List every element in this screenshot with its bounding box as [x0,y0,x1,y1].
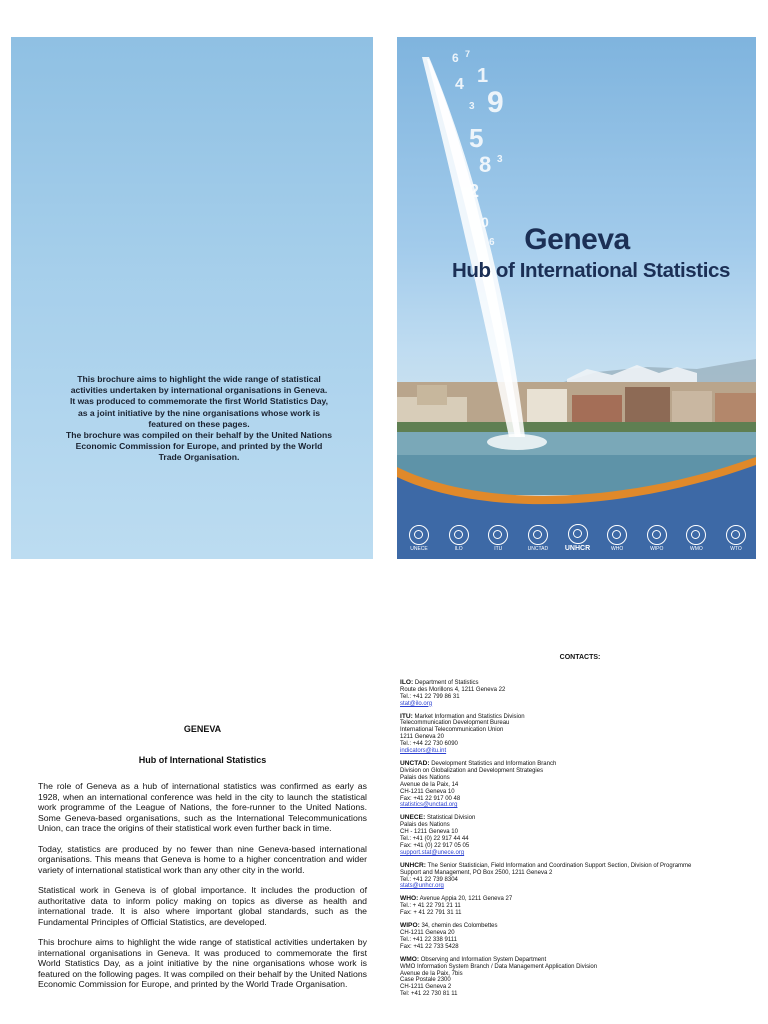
contact-line: Telecommunication Development Bureau [400,720,510,727]
logo-label: ILO [454,545,463,552]
unhcr-emblem-icon [568,524,588,544]
contact-line: Tel.: +41 22 739 8304 [400,876,458,883]
intro-line: The brochure was compiled on their behalf by the United Nations [66,430,332,441]
svg-text:3: 3 [469,101,475,112]
wipo-logo [641,523,673,553]
logo-label: UNCTAD [527,545,549,552]
contact-department: Department of Statistics [414,679,479,686]
contact-first-line [400,957,760,964]
logo-label: WMO [689,545,703,552]
itu-logo [482,523,514,553]
article-paragraph: Today, statistics are produced by no fewer than nine Geneva-based international organisations. This means that Geneva is home to a higher concentration and wider variety of international statistical work than any other city in the world. [38,843,367,875]
cover-subtitle: Hub of International Statistics [451,259,731,282]
contact-line: 1211 Geneva 20 [400,734,444,741]
unctad-logo [522,523,554,553]
contact-line: Palais des Nations [400,822,450,829]
contact-department: The Senior Statistician, Field Information and Coordination Support Section, Division of Programme [427,862,692,869]
wmo-emblem-icon [686,525,706,545]
svg-text:4: 4 [455,76,464,93]
contact-line: WMO Information System Branch / Data Management Application Division [400,963,598,970]
contact-line: Avenue de la Paix, 14 [400,781,459,788]
contact-line: Support and Management, PO Box 2500, 1211 Geneva 2 [400,869,553,876]
contact-first-line [400,896,760,903]
contact-department: Market Information and Statistics Division [414,713,525,720]
article-paragraph: This brochure aims to highlight the wide range of statistical activities undertaken by international organisations in Geneva. It was produced to commemorate the first World Statistics Day, as a joint initiative by the nine organisations whose work is featured on the following pages. It was compiled on their behalf by the United Nations Economic Commission for Europe, and printed by the World Trade Organisation. [38,937,367,989]
intro-line: featured on these pages. [148,418,250,429]
contact-first-line [400,923,760,930]
contact-line: Tel.: + 41 22 791 21 11 [400,903,461,910]
logo-label: UNECE [410,545,428,552]
cover-title: Geneva [524,223,630,256]
contact-department: Development Statistics and Information Branch [431,760,557,767]
contact-email-link[interactable]: indicators@itu.int [400,748,447,755]
wmo-logo [680,523,712,553]
contact-department: Statistical Division [426,815,476,822]
contact-line: Route des Morillons 4, 1211 Geneva 22 [400,686,506,693]
contact-email-link[interactable]: support.stat@unece.org [400,849,465,856]
contact-line: Fax: +41 22 917 00 48 [400,795,461,802]
ilo-emblem-icon [449,525,469,545]
logo-label: WHO [611,545,624,552]
contact-org: WIPO: [400,922,420,930]
contact-line: Fax: + 41 22 791 31 11 [400,910,462,917]
contact-email-link[interactable]: statistics@unctad.org [400,802,458,809]
svg-text:1: 1 [477,65,489,87]
contact-first-line [400,761,760,768]
contact-line: Avenue de la Paix, 7bis [400,970,463,977]
svg-text:6: 6 [489,237,495,248]
svg-text:7: 7 [457,154,463,165]
contact-org: WHO: [400,895,419,903]
contact-department: 34, chemin des Colombettes [421,923,498,930]
who-logo [601,523,633,553]
logo-label: WTO [730,545,742,552]
intro-text [59,374,339,464]
unhcr-logo [562,523,594,553]
intro-line: This brochure aims to highlight the wide range of statistical [77,374,321,384]
article [38,724,367,1000]
wipo-emblem-icon [647,525,667,545]
wto-emblem-icon [726,525,746,545]
intro-line: activities undertaken by international organisations in Geneva. [70,385,328,396]
intro-line: Trade Organisation. [158,452,240,463]
contact-first-line [400,863,760,870]
intro-line: It was produced to commemorate the first World Statistics Day, [69,396,329,407]
intro-line: as a joint initiative by the nine organisations whose work is [77,407,321,418]
svg-text:2: 2 [469,181,480,201]
un-emblem-icon [409,525,429,545]
contact-line: Fax: +41 (0) 22 917 05 05 [400,842,470,849]
logo-label: WIPO [650,545,664,552]
contact-line: Division on Globalization and Development Strategies [400,767,544,774]
contact-entry [400,896,760,917]
svg-text:0: 0 [481,214,489,230]
contact-line: Tel.: +41 22 338 9111 [400,936,457,943]
contact-line: CH-1211 Geneva 10 [400,788,455,795]
contact-line: CH-1211 Geneva 2 [400,984,452,991]
contact-first-line [400,815,760,822]
organisation-logos [403,522,752,554]
svg-text:6: 6 [452,51,459,65]
intro-line: Economic Commission for Europe, and printed by the World [75,441,323,452]
contact-line: Tel: +41 22 730 81 11 [400,991,458,998]
who-emblem-icon [607,525,627,545]
contact-line: Tel.: +44 22 730 6090 [400,741,458,748]
contact-line: Tel.: +41 (0) 22 917 44 44 [400,836,469,843]
brochure-cover [397,37,756,559]
contact-org: UNECE: [400,814,426,822]
contact-line: CH-1211 Geneva 20 [400,930,455,936]
wto-logo [720,523,752,553]
contact-entry [400,815,760,856]
contact-line: Palais des Nations [400,774,450,781]
logo-label: UNHCR [564,545,591,552]
contact-first-line [400,714,760,721]
contact-entry [400,957,760,998]
contact-line: Fax: +41 22 733 5428 [400,943,459,950]
svg-text:8: 8 [479,152,492,177]
article-heading: GENEVA [183,724,222,734]
contact-department: Avenue Appia 20, 1211 Geneva 27 [419,896,513,903]
contact-entry [400,714,760,755]
contact-org: UNHCR: [400,861,427,869]
contact-department: Observing and Information System Department [420,956,547,963]
svg-text:3: 3 [497,154,503,165]
contact-entry [400,680,760,708]
article-subheading: Hub of International Statistics [138,754,267,765]
contact-line: Tel.: +41 22 799 86 31 [400,693,460,700]
contact-entry [400,863,760,891]
contacts-section [400,655,760,1004]
contact-email-link[interactable]: stat@ilo.org [400,700,433,707]
article-paragraph: The role of Geneva as a hub of international statistics was confirmed as early as 1928, when an international conference was held in the city to launch the statistical work programme of the League of Nations, the fore-runner to the United Nations. Some Geneva-based organisations, such as the International Telecommunications Union, can trace the origins of their statistical work even further back in time. [38,781,367,833]
contact-org: WMO: [400,955,420,963]
article-paragraph: Statistical work in Geneva is of global importance. It includes the production of authoritative data to inform policy making on topics as diverse as health and international trade. It is also where important global standards, such as the Fundamental Principles of Official Statistics, are developed. [38,885,367,927]
contact-org: ITU: [400,712,413,720]
contact-line: CH - 1211 Geneva 10 [400,829,458,836]
ilo-logo [443,523,475,553]
intro-panel [11,37,373,559]
contact-first-line [400,680,760,687]
contact-org: ILO: [400,678,414,686]
svg-text:5: 5 [469,123,484,153]
contacts-heading: CONTACTS: [559,654,601,661]
itu-emblem-icon [488,525,508,545]
svg-text:9: 9 [487,86,504,119]
logo-label: ITU [494,545,503,552]
contact-line: International Telecommunication Union [400,727,504,734]
cover-illustration [397,37,756,559]
contact-list [400,680,760,998]
un-emblem-icon [528,525,548,545]
contact-entry [400,761,760,809]
contact-entry [400,923,760,951]
contact-org: UNCTAD: [400,759,430,767]
contact-line: Case Postale 2300 [400,977,451,984]
contact-email-link[interactable]: stats@unhcr.org [400,883,444,890]
svg-text:7: 7 [465,49,471,59]
unece-logo [403,523,435,553]
